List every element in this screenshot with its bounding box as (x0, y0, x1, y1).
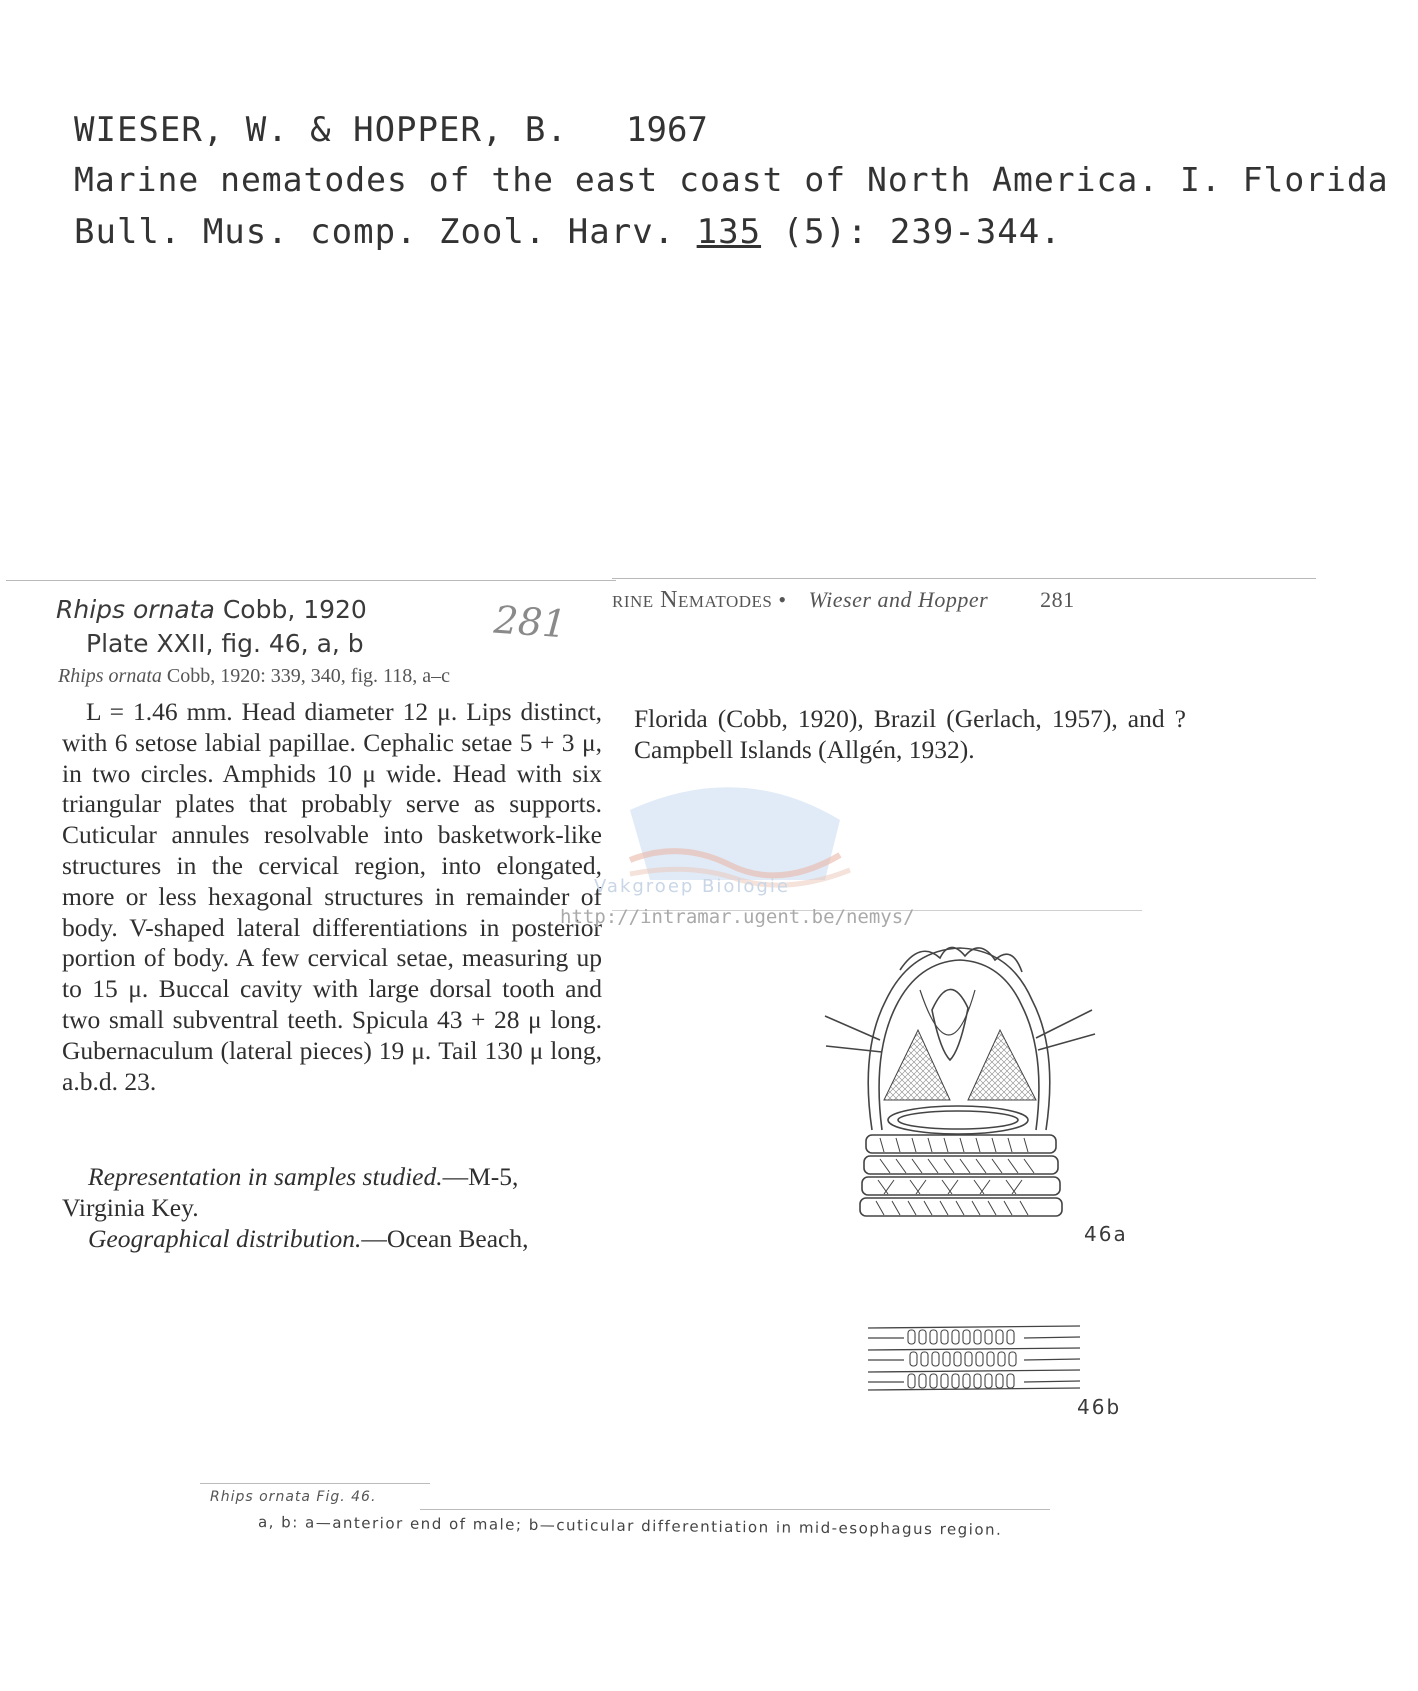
figure-46b-cuticle (864, 1320, 1084, 1392)
caption-rule-2 (420, 1509, 1050, 1510)
handwritten-page-number: 281 (492, 597, 568, 647)
reference-journal (74, 212, 1062, 252)
clipping-edge-right (612, 578, 1316, 579)
geo-label: Geographical distribution. (88, 1224, 362, 1253)
species-author: Cobb, 1920 (222, 595, 367, 624)
running-head-authors: Wieser and Hopper (808, 587, 989, 612)
synonymy-name: Rhips ornata (58, 665, 162, 687)
species-heading (56, 593, 367, 661)
journal-issue-pages: (5): 239-344. (782, 212, 1062, 252)
synonymy-citation: Cobb, 1920: 339, 340, fig. 118, a–c (166, 665, 451, 687)
representation-text: —M-5, Virginia Key. (62, 1162, 519, 1222)
running-head-page-number: 281 (1040, 587, 1075, 612)
clipping-edge-left (6, 580, 616, 581)
journal-volume: 135 (696, 212, 762, 252)
reference-title: Marine nematodes of the east coast of North America. I. Florida (74, 160, 1389, 199)
representation-label: Representation in samples studied. (88, 1162, 443, 1191)
journal-name: Bull. Mus. comp. Zool. Harv. (74, 212, 676, 252)
running-head (612, 587, 1075, 614)
plate-reference: Plate XXII, fig. 46, a, b (86, 629, 364, 658)
species-name: Rhips ornata (56, 595, 215, 624)
synonymy (58, 665, 450, 688)
caption-rule (200, 1483, 430, 1484)
geographical-distribution-paragraph (62, 1224, 606, 1255)
figure-46b-label: 46b (1077, 1395, 1122, 1419)
species-description: L = 1.46 mm. Head diameter 12 μ. Lips distinct, with 6 setose labial papillae. Cephalic setae 5 + 3 μ, in two circles. Amphids 10 μ wide. Head with six triangular plates that probably serve as supports. Cuticular annules resolvable into basketwork-like structures in the cervical region, into elongated, more or less hexagonal structures in remainder of body. V-shaped lateral differentiations in posterior portion of body. A few cervical setae, measuring up to 15 μ. Buccal cavity with large dorsal tooth and two small subventral teeth. Spicula 43 + 28 μ long. Gubernaculum (lateral pieces) 19 μ. Tail 130 μ long, a.b.d. 23. (62, 697, 602, 1096)
watermark-label: Vakgroep Biologie (594, 876, 790, 897)
reference-year: 1967 (626, 110, 708, 150)
caption-text: a, b: a—anterior end of male; b—cuticular differentiation in mid-esophagus region. (257, 1513, 1003, 1539)
running-head-separator: • (778, 587, 787, 612)
reference-authors: WIESER, W. & HOPPER, B. (74, 110, 568, 150)
representation-paragraph (62, 1162, 606, 1224)
figure-46a-anterior-end (800, 930, 1110, 1220)
running-head-journal: rine Nematodes (612, 587, 773, 613)
watermark-url: http://intramar.ugent.be/nemys/ (560, 906, 915, 928)
figure-46a-label: 46a (1084, 1222, 1128, 1246)
geographical-distribution-continued: Florida (Cobb, 1920), Brazil (Gerlach, 1957), and ? Campbell Islands (Allgén, 1932). (634, 704, 1186, 764)
caption-title: Rhips ornata Fig. 46. (210, 1489, 377, 1505)
geo-text: —Ocean Beach, (361, 1224, 529, 1253)
